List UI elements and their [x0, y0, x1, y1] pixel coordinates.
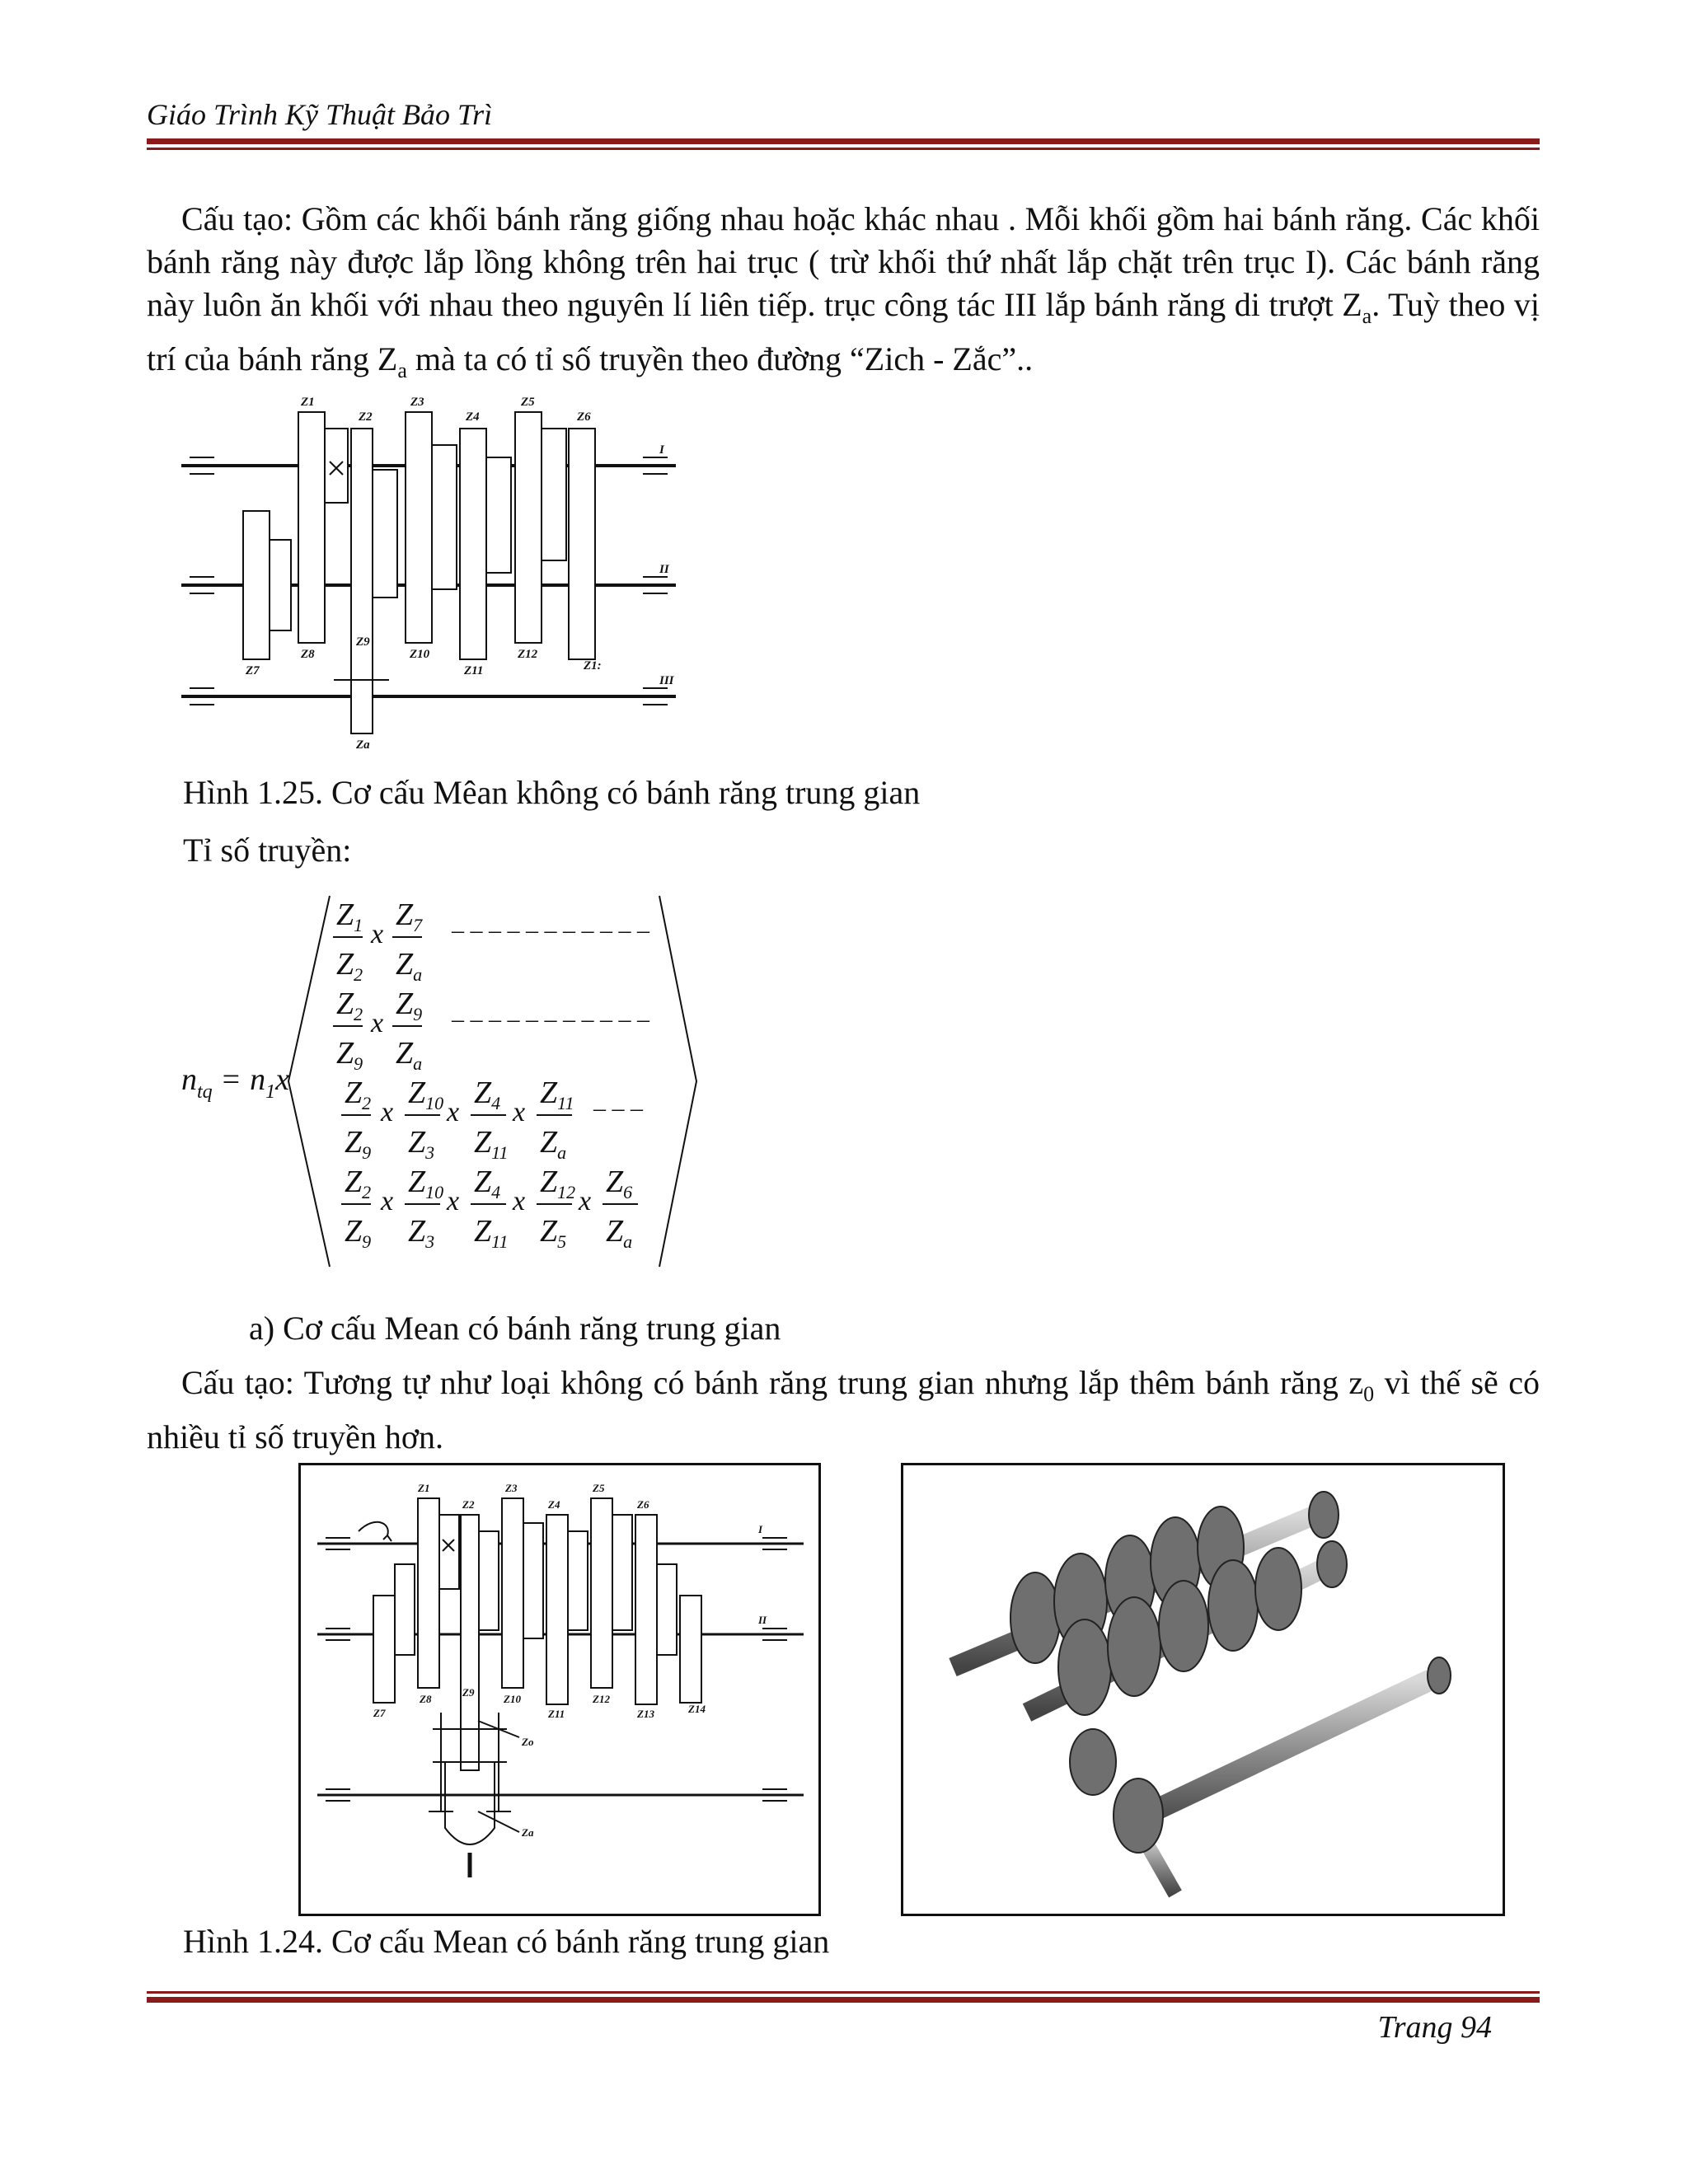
svg-text:Z9: $Z_9$ [396, 987, 423, 1024]
svg-text:Z4: $Z_4$ [474, 1076, 501, 1113]
svg-text:Z8: Z8 [420, 1693, 432, 1705]
gear-label: Z1: [584, 659, 602, 673]
svg-text:Zo: Zo [522, 1736, 534, 1748]
svg-text:x: x [447, 1097, 460, 1127]
header-rule-thick [147, 138, 1540, 144]
paragraph-structure-2: Cấu tạo: Tương tự như loại không có bánh răng trung gian nhưng lắp thêm bánh răng $z_0$ vì thế sẽ có nhiều tỉ số truyền hơn. [147, 1364, 1540, 1455]
svg-text:Z7: $Z_7$ [396, 898, 423, 935]
footer-rule-thick [147, 1997, 1540, 2003]
svg-text:Z11: $Z_{11}$ [474, 1125, 509, 1163]
svg-text:Z3: $Z_3$ [408, 1125, 435, 1163]
mean-gear-diagram-1 [173, 387, 701, 758]
figure-caption-2: Hình 1.24. Cơ cấu Mean có bánh răng trung gian [183, 1923, 830, 1960]
svg-text:ntq=n1x: $n_{tq} = n_1x$ [181, 1062, 289, 1103]
svg-text:x: x [579, 1186, 592, 1216]
svg-text:Z11: Z11 [548, 1708, 565, 1720]
svg-text:Z3: Z3 [505, 1482, 518, 1494]
gearbox-3d-render-frame [901, 1463, 1505, 1916]
gearbox-3d-render [903, 1465, 1503, 1914]
gear-label: Z4 [466, 410, 480, 424]
gear-label: Z11 [464, 664, 484, 677]
svg-text:Z10: $Z_{10}$ [408, 1165, 444, 1202]
svg-text:Z7: Z7 [373, 1707, 386, 1719]
footer-rule-thin [147, 1991, 1540, 1994]
page-number: Trang 94 [1377, 2010, 1492, 2045]
gear-label: Z1 [301, 396, 315, 409]
svg-text:x: x [513, 1186, 526, 1216]
gear-label: Z10 [410, 648, 430, 661]
svg-text:Z12: Z12 [593, 1693, 610, 1705]
svg-text:Z11: $Z_{11}$ [474, 1214, 509, 1252]
svg-text:Z9: Z9 [462, 1686, 475, 1699]
svg-text:Z6: Z6 [637, 1498, 649, 1511]
svg-text:Za: $Z_a$ [396, 947, 423, 985]
svg-text:Z4: $Z_4$ [474, 1165, 501, 1202]
svg-text:Z2: Z2 [462, 1498, 475, 1511]
svg-text:Za: $Z_a$ [540, 1125, 567, 1163]
svg-text:Za: $Z_a$ [606, 1214, 633, 1252]
svg-text:Z2: $Z_2$ [345, 1165, 372, 1202]
gear-label: Z6 [577, 410, 591, 424]
svg-text:Z6: $Z_6$ [606, 1165, 633, 1202]
svg-text:Z2: $Z_2$ [336, 947, 363, 985]
shaft-label: III [659, 674, 674, 687]
svg-text:Za: $Z_a$ [396, 1036, 423, 1074]
paragraph-structure: Cấu tạo: Gồm các khối bánh răng giống nhau hoặc khác nhau . Mỗi khối gồm hai bánh răng. Các khối bánh răng này được lắp lồng không trên hai trục ( trừ khối thứ nhất lắp chặt trên trục I). Các bánh răng này luôn ăn khối với nhau theo nguyên lí liên tiếp. trục công tác III lắp bánh răng di trượt $Z_a$. Tuỳ theo vị trí của bánh răng $Z_a$ mà ta có tỉ số truyền theo đường “Zich - Zắc”.. [147, 200, 1540, 382]
svg-text:x: x [371, 919, 384, 949]
mean-gear-diagram-2-frame [298, 1463, 821, 1916]
header-title: Giáo Trình Kỹ Thuật Bảo Trì [147, 98, 493, 131]
svg-text:x: x [513, 1097, 526, 1127]
svg-text:Z11: $Z_{11}$ [540, 1076, 574, 1113]
header-rule-thin [147, 148, 1540, 150]
svg-text:x: x [381, 1186, 394, 1216]
svg-text:Z12: $Z_{12}$ [540, 1165, 576, 1202]
mean-gear-diagram-2 [301, 1465, 818, 1914]
svg-text:Z5: $Z_5$ [540, 1214, 567, 1252]
gear-label: Z12 [518, 648, 538, 661]
item-a: a) Cơ cấu Mean có bánh răng trung gian [249, 1310, 781, 1347]
svg-text:– – – – – – – – – – –: – – – – – – – – – – – [452, 1005, 649, 1033]
gear-label: Z7 [246, 664, 260, 677]
shaft-label: I [659, 443, 664, 457]
gear-label: Z2 [359, 410, 373, 424]
svg-text:I: I [758, 1523, 763, 1535]
svg-text:Z1: Z1 [418, 1482, 430, 1494]
gear-label: Za [356, 738, 370, 752]
shaft-label: II [659, 563, 669, 576]
svg-text:Z2: $Z_2$ [336, 987, 363, 1024]
svg-text:Z2: $Z_2$ [345, 1076, 372, 1113]
svg-text:Z10: $Z_{10}$ [408, 1076, 444, 1113]
svg-text:x: x [447, 1186, 460, 1216]
paragraph-label: Cấu tạo [181, 200, 284, 237]
gear-label: Z3 [410, 396, 424, 409]
svg-text:II: II [758, 1614, 767, 1626]
svg-text:Z4: Z4 [548, 1498, 560, 1511]
ratio-label: Tỉ số truyền: [183, 832, 352, 869]
gear-label: Z8 [301, 648, 315, 661]
svg-text:– – – – – – – – – – –: – – – – – – – – – – – [452, 916, 649, 944]
svg-text:Z3: $Z_3$ [408, 1214, 435, 1252]
svg-text:Z1: $Z_1$ [336, 898, 363, 935]
svg-text:Z10: Z10 [504, 1693, 521, 1705]
gear-ratio-formula [165, 892, 709, 1271]
svg-text:Z9: $Z_9$ [336, 1036, 363, 1074]
svg-text:– – –: – – – [593, 1094, 643, 1122]
svg-text:Z9: $Z_9$ [345, 1214, 372, 1252]
svg-text:Za: Za [522, 1826, 534, 1839]
svg-text:Z5: Z5 [593, 1482, 605, 1494]
gear-label: Z5 [521, 396, 535, 409]
svg-text:Z13: Z13 [637, 1708, 654, 1720]
svg-text:x: x [371, 1008, 384, 1038]
svg-text:x: x [381, 1097, 394, 1127]
gear-label: Z9 [356, 635, 370, 649]
figure-caption-1: Hình 1.25. Cơ cấu Mêan không có bánh răng trung gian [183, 774, 921, 811]
svg-text:Z9: $Z_9$ [345, 1125, 372, 1163]
svg-text:Z14: Z14 [688, 1703, 706, 1715]
